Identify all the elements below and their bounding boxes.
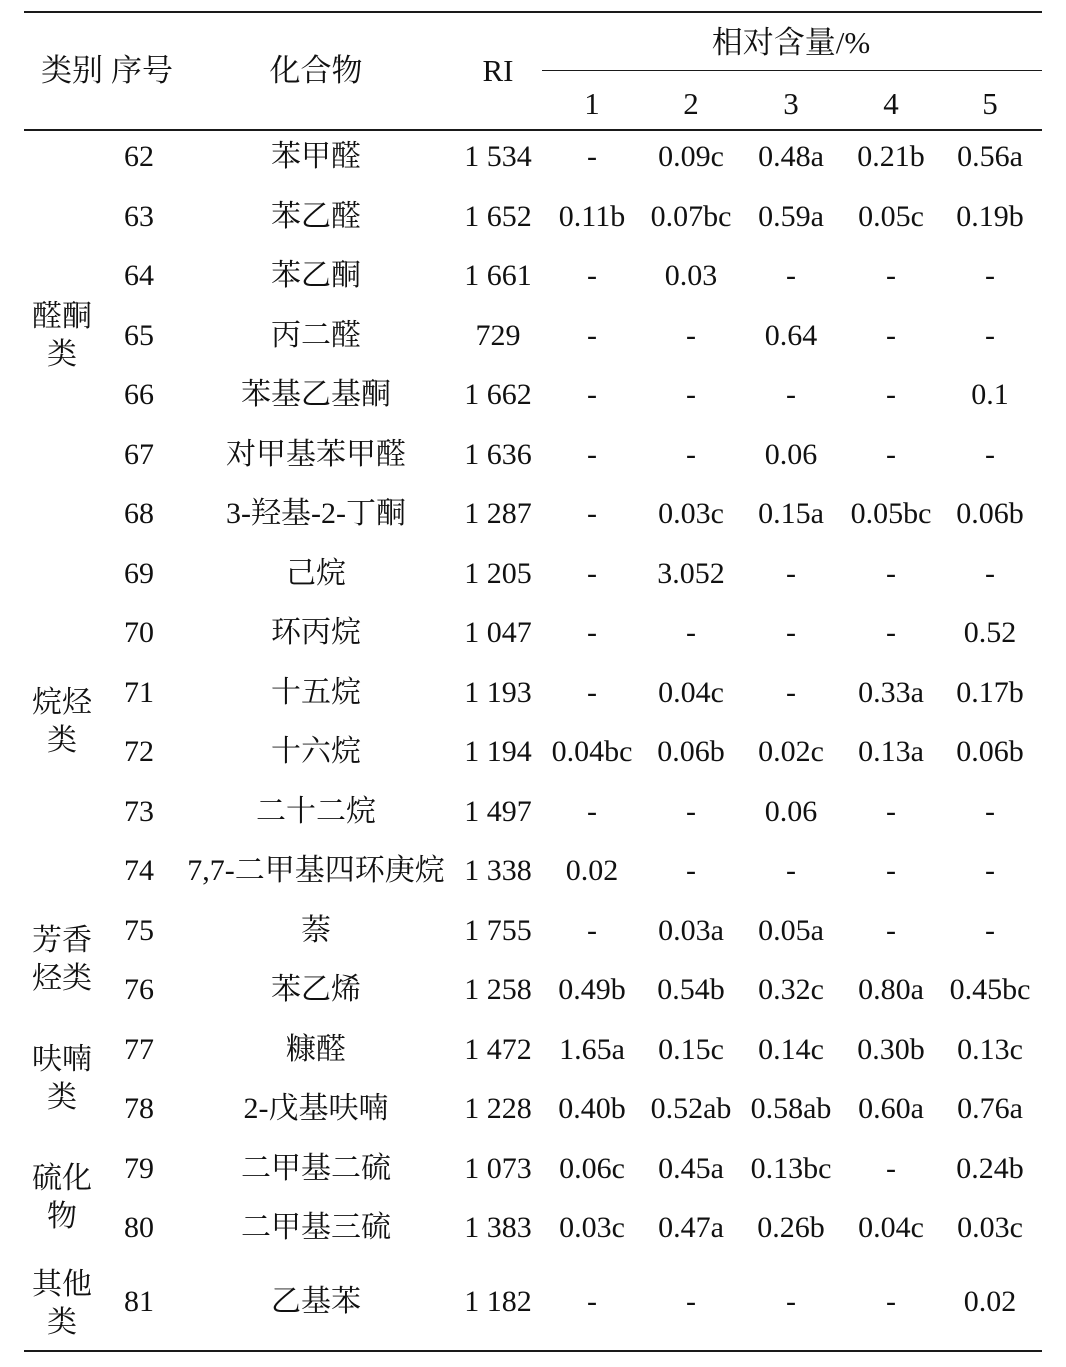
- header-compound: 化合物: [269, 53, 363, 88]
- content-cell-sample-4: 0.04c: [858, 1211, 924, 1244]
- ri-cell: 729: [475, 319, 521, 352]
- content-cell-sample-1: -: [587, 259, 597, 292]
- content-cell-sample-1: -: [587, 378, 597, 411]
- content-cell-sample-4: -: [886, 1152, 896, 1185]
- serial-cell: 78: [124, 1092, 154, 1125]
- content-cell-sample-1: 0.03c: [559, 1211, 625, 1244]
- content-cell-sample-4: -: [886, 378, 896, 411]
- content-cell-sample-1: -: [587, 676, 597, 709]
- serial-cell: 75: [124, 914, 154, 947]
- content-cell-sample-2: 0.47a: [658, 1211, 724, 1244]
- content-cell-sample-2: -: [686, 616, 696, 649]
- serial-cell: 76: [124, 973, 154, 1006]
- content-cell-sample-5: 0.13c: [957, 1033, 1023, 1066]
- compound-cell: 对甲基苯甲醛: [226, 438, 406, 471]
- content-cell-sample-3: -: [786, 557, 796, 590]
- content-cell-sample-5: 0.17b: [956, 676, 1024, 709]
- content-cell-sample-4: -: [886, 854, 896, 887]
- content-cell-sample-2: -: [686, 854, 696, 887]
- content-cell-sample-2: 0.45a: [658, 1152, 724, 1185]
- group-label-line: 类: [47, 1306, 77, 1339]
- compound-cell: 苯乙酮: [271, 259, 361, 292]
- content-cell-sample-1: -: [587, 1285, 597, 1318]
- serial-cell: 80: [124, 1211, 154, 1244]
- compound-cell: 己烷: [286, 557, 346, 590]
- content-cell-sample-4: -: [886, 438, 896, 471]
- compound-cell: 苯乙烯: [271, 973, 361, 1006]
- content-cell-sample-2: 0.03c: [658, 497, 724, 530]
- content-cell-sample-3: 0.05a: [758, 914, 824, 947]
- ri-cell: 1 662: [464, 378, 532, 411]
- content-cell-sample-5: 0.06b: [956, 735, 1024, 768]
- content-cell-sample-2: 0.03a: [658, 914, 724, 947]
- compound-cell: 十六烷: [271, 735, 361, 768]
- content-cell-sample-1: 1.65a: [559, 1033, 625, 1066]
- content-cell-sample-1: 0.40b: [558, 1092, 626, 1125]
- content-cell-sample-2: 0.07bc: [650, 200, 732, 233]
- group-label-line: 类: [47, 724, 77, 757]
- content-cell-sample-5: 0.1: [971, 378, 1009, 411]
- content-cell-sample-4: -: [886, 1285, 896, 1318]
- group-label-line: 烃类: [32, 962, 92, 995]
- content-cell-sample-4: -: [886, 319, 896, 352]
- group-sulfide: [27, 1160, 97, 1236]
- ri-cell: 1 205: [464, 557, 532, 590]
- content-cell-sample-3: -: [786, 1285, 796, 1318]
- content-cell-sample-1: -: [587, 557, 597, 590]
- content-cell-sample-3: 0.13bc: [750, 1152, 832, 1185]
- content-cell-sample-5: 0.19b: [956, 200, 1024, 233]
- compound-cell: 乙基苯: [271, 1285, 361, 1318]
- table-bottom-rule: [24, 1350, 1042, 1352]
- serial-cell: 73: [124, 795, 154, 828]
- content-cell-sample-3: 0.59a: [758, 200, 824, 233]
- content-cell-sample-2: -: [686, 438, 696, 471]
- content-cell-sample-3: 0.64: [764, 319, 818, 352]
- group-label-line: 烷烃: [32, 686, 92, 719]
- content-cell-sample-4: 0.21b: [857, 140, 925, 173]
- compound-cell: 苯基乙基酮: [241, 378, 391, 411]
- serial-cell: 72: [124, 735, 154, 768]
- content-cell-sample-2: 0.54b: [657, 973, 725, 1006]
- group-label-line: 醛酮: [32, 300, 92, 333]
- content-cell-sample-2: -: [686, 795, 696, 828]
- ri-cell: 1 497: [464, 795, 532, 828]
- content-cell-sample-3: 0.06: [764, 795, 818, 828]
- serial-cell: 66: [124, 378, 154, 411]
- content-cell-sample-5: 0.76a: [957, 1092, 1023, 1125]
- serial-cell: 65: [124, 319, 154, 352]
- content-cell-sample-3: 0.48a: [758, 140, 824, 173]
- compound-cell: 二十二烷: [256, 795, 376, 828]
- serial-cell: 67: [124, 438, 154, 471]
- group-other: [27, 1266, 97, 1342]
- ri-cell: 1 652: [464, 200, 532, 233]
- serial-cell: 71: [124, 676, 154, 709]
- content-cell-sample-5: 0.45bc: [949, 973, 1031, 1006]
- content-cell-sample-1: 0.11b: [558, 200, 626, 233]
- compound-cell: 2-戊基呋喃: [243, 1092, 389, 1125]
- content-cell-sample-2: 0.52ab: [650, 1092, 732, 1125]
- content-cell-sample-5: -: [985, 795, 995, 828]
- sample-header-2: 2: [683, 86, 699, 121]
- group-aromatic-hydrocarbon: [27, 922, 97, 998]
- compound-cell: 3-羟基-2-丁酮: [226, 497, 406, 530]
- group-label-line: 物: [47, 1200, 77, 1233]
- content-cell-sample-3: -: [786, 378, 796, 411]
- content-cell-sample-5: 0.06b: [956, 497, 1024, 530]
- content-cell-sample-4: 0.33a: [858, 676, 924, 709]
- header-bottom-rule: [24, 129, 1042, 131]
- content-cell-sample-3: 0.06: [764, 438, 818, 471]
- content-cell-sample-4: 0.60a: [858, 1092, 924, 1125]
- group-label-line: 芳香: [32, 924, 92, 957]
- sample-header-4: 4: [883, 86, 899, 121]
- content-cell-sample-1: -: [587, 438, 597, 471]
- content-cell-sample-1: 0.06c: [559, 1152, 625, 1185]
- content-cell-sample-2: 0.09c: [658, 140, 724, 173]
- compound-cell: 萘: [301, 914, 331, 947]
- content-cell-sample-5: -: [985, 854, 995, 887]
- content-cell-sample-3: -: [786, 616, 796, 649]
- content-cell-sample-2: 0.03: [664, 259, 718, 292]
- content-cell-sample-2: 0.06b: [657, 735, 725, 768]
- ri-cell: 1 338: [464, 854, 532, 887]
- compound-cell: 苯乙醛: [271, 200, 361, 233]
- ri-cell: 1 228: [464, 1092, 532, 1125]
- content-cell-sample-5: 0.02: [963, 1285, 1017, 1318]
- content-cell-sample-2: -: [686, 378, 696, 411]
- content-cell-sample-4: 0.05c: [858, 200, 924, 233]
- serial-cell: 79: [124, 1152, 154, 1185]
- content-cell-sample-4: -: [886, 616, 896, 649]
- compound-cell: 十五烷: [271, 676, 361, 709]
- group-furan: [27, 1041, 97, 1117]
- sample-header-1: 1: [584, 86, 600, 121]
- content-cell-sample-3: 0.15a: [758, 497, 824, 530]
- content-cell-sample-3: 0.02c: [758, 735, 824, 768]
- group-aldehyde-ketone: [27, 298, 97, 374]
- ri-cell: 1 755: [464, 914, 532, 947]
- content-cell-sample-2: 0.04c: [658, 676, 724, 709]
- ri-cell: 1 472: [464, 1033, 532, 1066]
- content-cell-sample-3: 0.14c: [758, 1033, 824, 1066]
- compound-cell: 二甲基二硫: [241, 1152, 391, 1185]
- content-cell-sample-2: -: [686, 319, 696, 352]
- content-cell-sample-5: 0.24b: [956, 1152, 1024, 1185]
- content-cell-sample-1: -: [587, 616, 597, 649]
- compound-cell: 丙二醛: [271, 319, 361, 352]
- content-cell-sample-3: -: [786, 676, 796, 709]
- content-cell-sample-1: -: [587, 319, 597, 352]
- content-cell-sample-5: 0.03c: [957, 1211, 1023, 1244]
- content-cell-sample-5: -: [985, 259, 995, 292]
- content-cell-sample-1: -: [587, 140, 597, 173]
- content-cell-sample-5: -: [985, 438, 995, 471]
- serial-cell: 64: [124, 259, 154, 292]
- content-cell-sample-3: 0.26b: [757, 1211, 825, 1244]
- content-cell-sample-2: 0.15c: [658, 1033, 724, 1066]
- ri-cell: 1 287: [464, 497, 532, 530]
- group-label-line: 其他: [32, 1268, 92, 1301]
- content-cell-sample-2: 3.052: [657, 557, 725, 590]
- content-cell-sample-1: -: [587, 497, 597, 530]
- ri-cell: 1 636: [464, 438, 532, 471]
- group-label-line: 呋喃: [32, 1043, 92, 1076]
- content-cell-sample-1: 0.02: [565, 854, 619, 887]
- content-cell-sample-3: 0.32c: [758, 973, 824, 1006]
- table-top-rule: [24, 11, 1042, 13]
- content-cell-sample-5: 0.56a: [957, 140, 1023, 173]
- content-cell-sample-5: -: [985, 557, 995, 590]
- content-cell-sample-4: 0.05bc: [850, 497, 932, 530]
- content-cell-sample-5: -: [985, 914, 995, 947]
- header-ri: RI: [482, 53, 514, 88]
- content-cell-sample-3: -: [786, 259, 796, 292]
- ri-cell: 1 073: [464, 1152, 532, 1185]
- ri-cell: 1 194: [464, 735, 532, 768]
- ri-cell: 1 047: [464, 616, 532, 649]
- ri-cell: 1 661: [464, 259, 532, 292]
- header-serial: 序号: [111, 53, 173, 88]
- ri-cell: 1 534: [464, 140, 532, 173]
- content-cell-sample-5: -: [985, 319, 995, 352]
- serial-cell: 63: [124, 200, 154, 233]
- content-cell-sample-3: -: [786, 854, 796, 887]
- header-relative-content: 相对含量/%: [711, 25, 871, 60]
- serial-cell: 69: [124, 557, 154, 590]
- group-label-line: 类: [47, 1081, 77, 1114]
- sample-header-5: 5: [982, 86, 998, 121]
- content-cell-sample-4: 0.80a: [858, 973, 924, 1006]
- content-cell-sample-1: -: [587, 795, 597, 828]
- compound-cell: 7,7-二甲基四环庚烷: [187, 854, 445, 887]
- content-cell-sample-4: -: [886, 914, 896, 947]
- content-cell-sample-4: -: [886, 259, 896, 292]
- ri-cell: 1 193: [464, 676, 532, 709]
- content-cell-sample-2: -: [686, 1285, 696, 1318]
- content-cell-sample-4: 0.30b: [857, 1033, 925, 1066]
- serial-cell: 81: [124, 1285, 154, 1318]
- content-cell-sample-1: 0.04bc: [551, 735, 633, 768]
- serial-cell: 77: [124, 1033, 154, 1066]
- content-cell-sample-1: 0.49b: [558, 973, 626, 1006]
- serial-cell: 68: [124, 497, 154, 530]
- serial-cell: 62: [124, 140, 154, 173]
- compound-cell: 糠醛: [286, 1033, 346, 1066]
- compound-cell: 二甲基三硫: [241, 1211, 391, 1244]
- content-cell-sample-4: 0.13a: [858, 735, 924, 768]
- content-cell-sample-1: -: [587, 914, 597, 947]
- content-cell-sample-4: -: [886, 557, 896, 590]
- ri-cell: 1 383: [464, 1211, 532, 1244]
- ri-cell: 1 258: [464, 973, 532, 1006]
- group-label-line: 硫化: [32, 1162, 92, 1195]
- sample-header-3: 3: [783, 86, 799, 121]
- content-cell-sample-5: 0.52: [963, 616, 1017, 649]
- compound-cell: 苯甲醛: [271, 140, 361, 173]
- content-cell-sample-3: 0.58ab: [750, 1092, 832, 1125]
- group-alkane: [27, 684, 97, 760]
- ri-cell: 1 182: [464, 1285, 532, 1318]
- header-category: 类别: [41, 53, 103, 88]
- content-cell-sample-4: -: [886, 795, 896, 828]
- compound-cell: 环丙烷: [271, 616, 361, 649]
- content-header-rule: [542, 70, 1042, 71]
- group-label-line: 类: [47, 338, 77, 371]
- serial-cell: 70: [124, 616, 154, 649]
- serial-cell: 74: [124, 854, 154, 887]
